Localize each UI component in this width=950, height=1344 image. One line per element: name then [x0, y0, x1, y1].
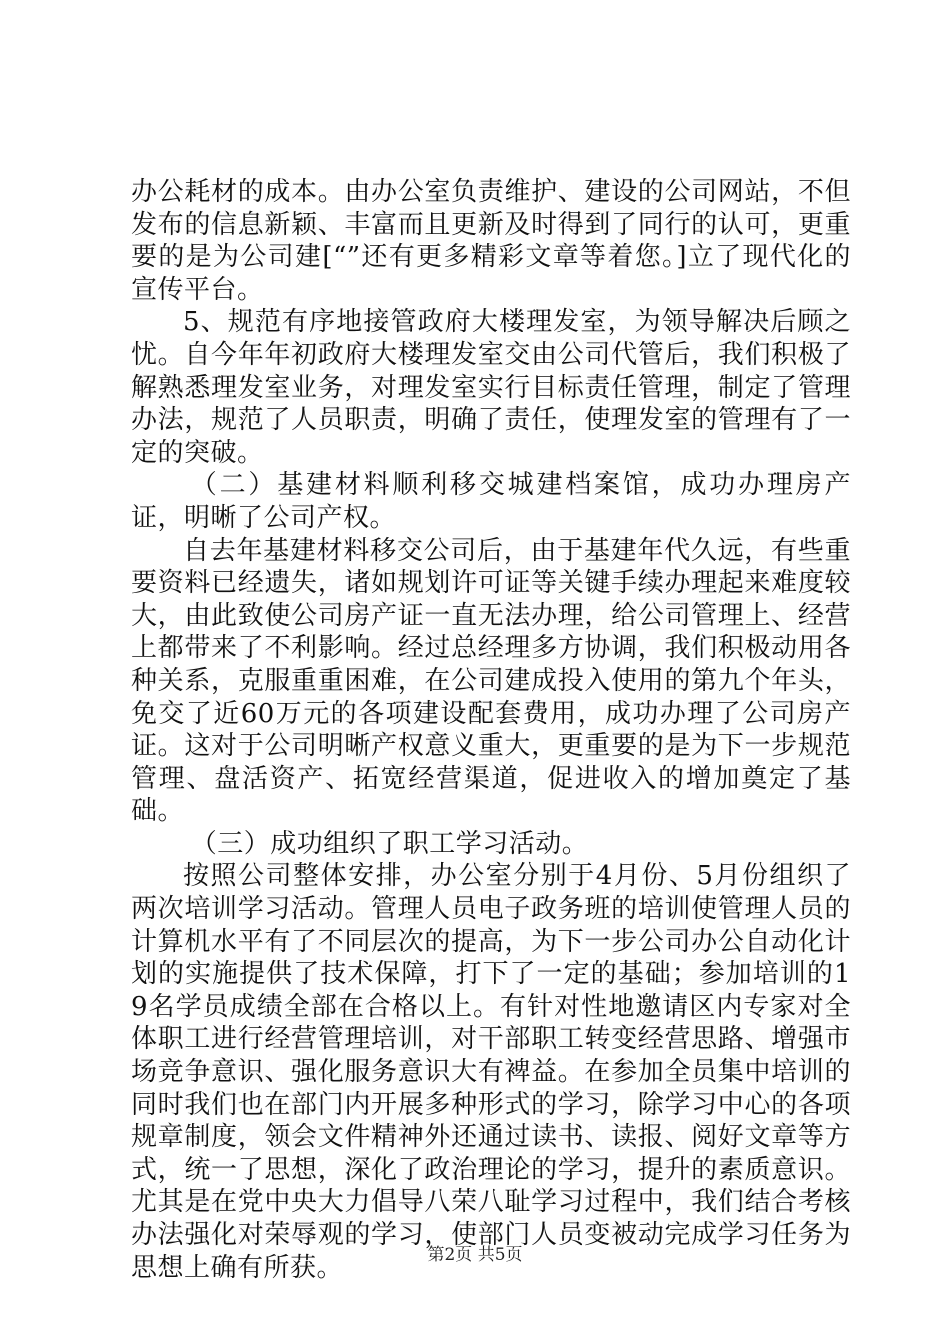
paragraph-property-certificate: 自去年基建材料移交公司后，由于基建年代久远，有些重要资料已经遗失，诸如规划许可证等关键手续办理起来难度较大，由此致使公司房产证一直无法办理，给公司管理上、经营上都带来了不利影响。经过总经理多方协调，我们积极动用各种关系，克服重重困难，在公司建成投入使用的第九个年头，免交了近60万元的各项建设配套费用，成功办理了公司房产证。这对于公司明晰产权意义重大，更重要的是为下一步规范管理、盘活资产、拓宽经营渠道，促进收入的增加奠定了基础。	[131, 535, 851, 827]
paragraph-continuation: 办公耗材的成本。由办公室负责维护、建设的公司网站，不但发布的信息新颖、丰富而且更新及时得到了同行的认可，更重要的是为公司建[“”还有更多精彩文章等着您。]立了现代化的宣传平台。	[131, 177, 851, 305]
page-number-footer: 第2页 共5页	[427, 1245, 523, 1265]
document-body	[131, 176, 851, 1284]
section-heading-3: （三）成功组织了职工学习活动。	[190, 828, 589, 859]
section-heading-2: （二）基建材料顺利移交城建档案馆，成功办理房产证，明晰了公司产权。	[131, 470, 851, 533]
paragraph-staff-training: 按照公司整体安排，办公室分别于4月份、5月份组织了两次培训学习活动。管理人员电子政务班的培训使管理人员的计算机水平有了不同层次的提高，为下一步公司办公自动化计划的实施提供了技术保障，打下了一定的基础；参加培训的19名学员成绩全部在合格以上。有针对性地邀请区内专家对全体职工进行经营管理培训，对干部职工转变经营思路、增强市场竞争意识、强化服务意识大有裨益。在参加全员集中培训的同时我们也在部门内开展多种形式的学习，除学习中心的各项规章制度，领会文件精神外还通过读书、读报、阅好文章等方式，统一了思想，深化了政治理论的学习，提升的素质意识。尤其是在党中央大力倡导八荣八耻学习过程中，我们结合考核办法强化对荣辱观的学习，使部门人员变被动完成学习任务为思想上确有所获。	[131, 861, 851, 1283]
paragraph-barbershop: 5、规范有序地接管政府大楼理发室，为领导解决后顾之忧。自今年年初政府大楼理发室交由公司代管后，我们积极了解熟悉理发室业务，对理发室实行目标责任管理，制定了管理办法，规范了人员职责，明确了责任，使理发室的管理有了一定的突破。	[131, 307, 851, 468]
